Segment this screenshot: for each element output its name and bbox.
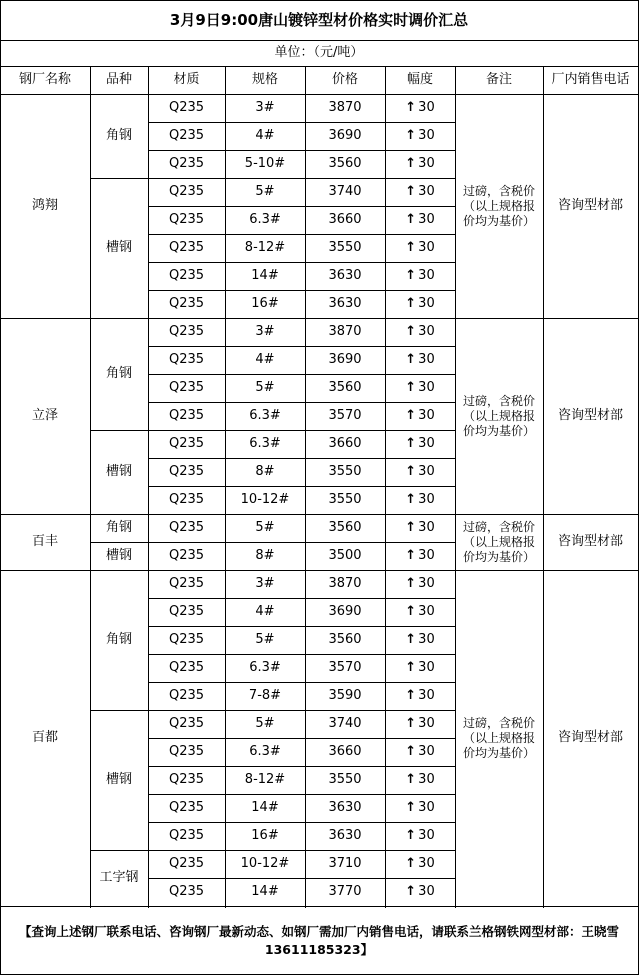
note-cell: 过磅，含税价（以上规格报价均为基价）	[462, 183, 535, 228]
spec-cell: 6.3#	[249, 436, 281, 451]
change-value: 30	[418, 156, 435, 171]
up-arrow-icon: ↑	[405, 380, 417, 395]
change-cell	[385, 290, 455, 318]
change-value: 30	[418, 828, 435, 843]
table-title: 3月9日9:00唐山镀锌型材价格实时调价汇总	[169, 11, 469, 29]
change-value: 30	[418, 744, 435, 759]
up-arrow-icon: ↑	[405, 856, 417, 871]
up-arrow-icon: ↑	[405, 520, 417, 535]
material-cell: Q235	[168, 492, 205, 507]
price-cell: 3590	[328, 688, 362, 703]
variety-cell: 角钢	[105, 128, 132, 143]
change-cell	[385, 262, 455, 290]
change-cell	[385, 794, 455, 822]
up-arrow-icon: ↑	[405, 548, 417, 563]
change-value: 30	[418, 268, 435, 283]
change-value: 30	[418, 492, 435, 507]
change-value: 30	[418, 632, 435, 647]
change-value: 30	[418, 604, 435, 619]
change-cell	[385, 458, 455, 486]
price-cell: 3740	[328, 716, 362, 731]
up-arrow-icon: ↑	[405, 212, 417, 227]
change-cell	[385, 234, 455, 262]
variety-cell: 槽钢	[105, 772, 132, 787]
material-cell: Q235	[168, 884, 205, 899]
change-cell	[385, 318, 455, 346]
price-cell: 3630	[328, 828, 362, 843]
phone-cell: 咨询型材部	[557, 534, 623, 549]
change-value: 30	[418, 212, 435, 227]
up-arrow-icon: ↑	[405, 436, 417, 451]
up-arrow-icon: ↑	[405, 604, 417, 619]
change-value: 30	[418, 380, 435, 395]
change-value: 30	[418, 800, 435, 815]
mill-name-cell: 鸿翔	[31, 198, 58, 213]
spec-cell: 4#	[255, 604, 275, 619]
price-cell: 3870	[328, 324, 362, 339]
price-cell: 3560	[328, 380, 362, 395]
spec-cell: 7-8#	[248, 688, 282, 703]
change-cell	[385, 430, 455, 458]
price-cell: 3560	[328, 156, 362, 171]
note-cell: 过磅，含税价（以上规格报价均为基价）	[462, 519, 535, 564]
up-arrow-icon: ↑	[405, 324, 417, 339]
spec-cell: 5#	[255, 184, 275, 199]
change-value: 30	[418, 548, 435, 563]
material-cell: Q235	[168, 856, 205, 871]
price-cell: 3690	[328, 128, 362, 143]
change-value: 30	[418, 324, 435, 339]
price-cell: 3550	[328, 464, 362, 479]
change-value: 30	[418, 772, 435, 787]
spec-cell: 10-12#	[240, 856, 290, 871]
up-arrow-icon: ↑	[405, 156, 417, 171]
spec-cell: 8-12#	[244, 772, 286, 787]
change-value: 30	[418, 184, 435, 199]
price-cell: 3630	[328, 800, 362, 815]
up-arrow-icon: ↑	[405, 268, 417, 283]
material-cell: Q235	[168, 380, 205, 395]
material-cell: Q235	[168, 408, 205, 423]
change-cell	[385, 178, 455, 206]
change-value: 30	[418, 240, 435, 255]
change-cell	[385, 850, 455, 878]
up-arrow-icon: ↑	[405, 296, 417, 311]
column-header: 备注	[485, 72, 512, 87]
material-cell: Q235	[168, 464, 205, 479]
spec-cell: 5#	[255, 380, 275, 395]
spec-cell: 5#	[255, 520, 275, 535]
price-cell: 3660	[328, 436, 362, 451]
material-cell: Q235	[168, 156, 205, 171]
up-arrow-icon: ↑	[405, 772, 417, 787]
price-cell: 3870	[328, 576, 362, 591]
material-cell: Q235	[168, 744, 205, 759]
change-cell	[385, 822, 455, 850]
spec-cell: 6.3#	[249, 212, 281, 227]
change-value: 30	[418, 660, 435, 675]
change-value: 30	[418, 128, 435, 143]
price-cell: 3660	[328, 744, 362, 759]
phone-cell: 咨询型材部	[557, 408, 623, 423]
change-cell	[385, 374, 455, 402]
spec-cell: 16#	[251, 296, 279, 311]
up-arrow-icon: ↑	[405, 128, 417, 143]
change-value: 30	[418, 884, 435, 899]
change-cell	[385, 206, 455, 234]
material-cell: Q235	[168, 548, 205, 563]
spec-cell: 6.3#	[249, 744, 281, 759]
unit-label: 单位：（元/吨）	[274, 45, 364, 60]
contact-footer: 【查询上述钢厂联系电话、咨询钢厂最新动态、如钢厂需加厂内销售电话，请联系兰格钢铁网型材部：王晓雪13611185323】	[18, 923, 619, 957]
material-cell: Q235	[168, 100, 205, 115]
material-cell: Q235	[168, 212, 205, 227]
material-cell: Q235	[168, 268, 205, 283]
up-arrow-icon: ↑	[405, 100, 417, 115]
column-header: 幅度	[406, 72, 433, 87]
note-cell: 过磅，含税价（以上规格报价均为基价）	[462, 393, 535, 438]
spec-cell: 4#	[255, 128, 275, 143]
price-cell: 3630	[328, 268, 362, 283]
up-arrow-icon: ↑	[405, 632, 417, 647]
spec-cell: 8-12#	[244, 240, 286, 255]
up-arrow-icon: ↑	[405, 660, 417, 675]
change-value: 30	[418, 296, 435, 311]
grid-line	[0, 906, 639, 907]
material-cell: Q235	[168, 660, 205, 675]
grid-line	[0, 0, 639, 1]
change-cell	[385, 94, 455, 122]
change-cell	[385, 654, 455, 682]
price-cell: 3500	[328, 548, 362, 563]
price-cell: 3550	[328, 240, 362, 255]
column-header: 规格	[251, 72, 278, 87]
up-arrow-icon: ↑	[405, 240, 417, 255]
up-arrow-icon: ↑	[405, 884, 417, 899]
price-cell: 3560	[328, 632, 362, 647]
price-cell: 3570	[328, 660, 362, 675]
spec-cell: 5#	[255, 716, 275, 731]
material-cell: Q235	[168, 352, 205, 367]
change-cell	[385, 486, 455, 514]
spec-cell: 5-10#	[244, 156, 286, 171]
mill-name-cell: 立泽	[31, 408, 58, 423]
material-cell: Q235	[168, 800, 205, 815]
price-cell: 3560	[328, 520, 362, 535]
spec-cell: 14#	[251, 268, 279, 283]
material-cell: Q235	[168, 184, 205, 199]
material-cell: Q235	[168, 604, 205, 619]
price-cell: 3690	[328, 352, 362, 367]
material-cell: Q235	[168, 828, 205, 843]
up-arrow-icon: ↑	[405, 576, 417, 591]
change-value: 30	[418, 576, 435, 591]
material-cell: Q235	[168, 688, 205, 703]
change-cell	[385, 402, 455, 430]
change-cell	[385, 570, 455, 598]
variety-cell: 角钢	[105, 632, 132, 647]
material-cell: Q235	[168, 576, 205, 591]
price-cell: 3630	[328, 296, 362, 311]
mill-name-cell: 百都	[31, 730, 58, 745]
change-cell	[385, 542, 455, 570]
price-cell: 3770	[328, 884, 362, 899]
note-cell: 过磅，含税价（以上规格报价均为基价）	[462, 715, 535, 760]
up-arrow-icon: ↑	[405, 800, 417, 815]
change-cell	[385, 878, 455, 906]
change-value: 30	[418, 464, 435, 479]
column-header: 材质	[173, 72, 200, 87]
variety-cell: 槽钢	[105, 464, 132, 479]
change-value: 30	[418, 856, 435, 871]
change-value: 30	[418, 688, 435, 703]
change-cell	[385, 738, 455, 766]
variety-cell: 槽钢	[105, 240, 132, 255]
spec-cell: 5#	[255, 632, 275, 647]
change-cell	[385, 766, 455, 794]
change-value: 30	[418, 716, 435, 731]
up-arrow-icon: ↑	[405, 828, 417, 843]
change-cell	[385, 150, 455, 178]
spec-cell: 3#	[255, 324, 275, 339]
price-cell: 3710	[328, 856, 362, 871]
material-cell: Q235	[168, 632, 205, 647]
spec-cell: 3#	[255, 576, 275, 591]
price-cell: 3550	[328, 492, 362, 507]
price-cell: 3550	[328, 772, 362, 787]
change-cell	[385, 682, 455, 710]
change-value: 30	[418, 352, 435, 367]
column-header: 钢厂名称	[18, 72, 71, 87]
material-cell: Q235	[168, 436, 205, 451]
up-arrow-icon: ↑	[405, 184, 417, 199]
spec-cell: 6.3#	[249, 408, 281, 423]
variety-cell: 工字钢	[99, 870, 139, 885]
up-arrow-icon: ↑	[405, 492, 417, 507]
material-cell: Q235	[168, 324, 205, 339]
change-cell	[385, 710, 455, 738]
spec-cell: 3#	[255, 100, 275, 115]
up-arrow-icon: ↑	[405, 352, 417, 367]
spec-cell: 8#	[255, 548, 275, 563]
price-cell: 3570	[328, 408, 362, 423]
spec-cell: 16#	[251, 828, 279, 843]
change-cell	[385, 598, 455, 626]
material-cell: Q235	[168, 128, 205, 143]
change-value: 30	[418, 408, 435, 423]
change-value: 30	[418, 100, 435, 115]
spec-cell: 10-12#	[240, 492, 290, 507]
material-cell: Q235	[168, 240, 205, 255]
column-header: 品种	[105, 72, 132, 87]
material-cell: Q235	[168, 772, 205, 787]
material-cell: Q235	[168, 520, 205, 535]
up-arrow-icon: ↑	[405, 688, 417, 703]
column-header: 价格	[331, 72, 358, 87]
grid-line	[0, 40, 639, 41]
change-value: 30	[418, 436, 435, 451]
price-cell: 3740	[328, 184, 362, 199]
change-cell	[385, 122, 455, 150]
spec-cell: 8#	[255, 464, 275, 479]
price-cell: 3690	[328, 604, 362, 619]
material-cell: Q235	[168, 296, 205, 311]
material-cell: Q235	[168, 716, 205, 731]
price-cell: 3870	[328, 100, 362, 115]
up-arrow-icon: ↑	[405, 744, 417, 759]
change-cell	[385, 346, 455, 374]
phone-cell: 咨询型材部	[557, 730, 623, 745]
variety-cell: 角钢	[105, 520, 132, 535]
mill-name-cell: 百丰	[31, 534, 58, 549]
spec-cell: 14#	[251, 800, 279, 815]
spec-cell: 6.3#	[249, 660, 281, 675]
price-cell: 3660	[328, 212, 362, 227]
phone-cell: 咨询型材部	[557, 198, 623, 213]
spec-cell: 14#	[251, 884, 279, 899]
column-header: 厂内销售电话	[551, 72, 630, 87]
change-value: 30	[418, 520, 435, 535]
variety-cell: 角钢	[105, 366, 132, 381]
up-arrow-icon: ↑	[405, 464, 417, 479]
change-cell	[385, 626, 455, 654]
up-arrow-icon: ↑	[405, 716, 417, 731]
variety-cell: 槽钢	[105, 548, 132, 563]
spec-cell: 4#	[255, 352, 275, 367]
change-cell	[385, 514, 455, 542]
up-arrow-icon: ↑	[405, 408, 417, 423]
